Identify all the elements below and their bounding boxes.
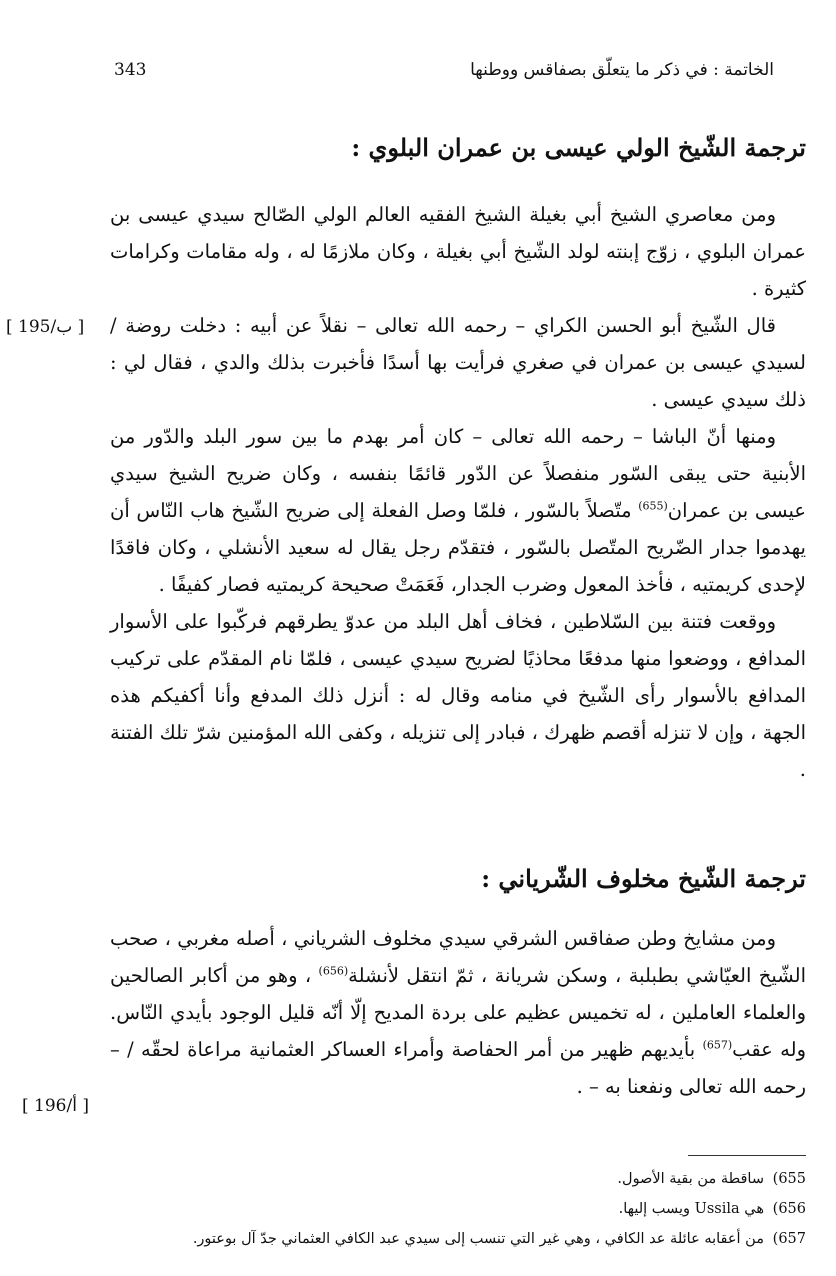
footnote-number: 657) xyxy=(772,1231,806,1247)
paragraph-text: متّصلاً بالسّور ، فلمّا وصل الفعلة إلى ضريح الشّيخ هاب النّاس أن يهدموا جدار الضّريح المتّصل بالسّور ، فتقدّم رجل يقال له سعيد الأنشلي ، وكان فاقدًا لإحدى كريمتيه ، فأخذ المعول وضرب الجدار، فَعَمَتْ صحيحة كريمتيه فصار كفيفًا . xyxy=(110,499,806,596)
section1-body xyxy=(110,196,806,788)
footnote-ref-657: (657) xyxy=(702,1038,733,1052)
footnote-text: ساقطة من بقية الأصول. xyxy=(617,1171,764,1187)
footnote-text: من أعقابه عائلة عد الكافي ، وهي غير التي تنسب إلى سيدي عبد الكافي العثماني جدّ آل بوعتور. xyxy=(192,1231,764,1247)
paragraph-karay-narration: قال الشّيخ أبو الحسن الكراي – رحمه الله تعالى – نقلاً عن أبيه : دخلت روضة / لسيدي عيسى بن عمران في صغري فرأيت بها أسدًا فأخبرت بذلك والدي ، فقال لي : ذلك سيدي عيسى . xyxy=(110,314,806,411)
page-number: 343 xyxy=(114,60,147,80)
footnote-657 xyxy=(60,1224,806,1254)
footnote-number: 656) xyxy=(772,1201,806,1217)
paragraph-contemporaries: ومن معاصري الشيخ أبي بغيلة الشيخ الفقيه العالم الولي الصّالح سيدي عيسى بن عمران البلوي ، زوّج إبنته لولد الشّيخ أبي بغيلة ، وكان ملازمًا له ، وله مقامات وكرامات كثيرة . xyxy=(110,203,806,300)
footnote-number: 655) xyxy=(772,1171,806,1187)
footnote-ref-656: (656) xyxy=(318,964,349,978)
section-heading-isa-bin-imran: ترجمة الشّيخ الولي عيسى بن عمران البلوي : xyxy=(351,133,806,162)
paragraph-makhluf-bio xyxy=(110,920,806,1105)
paragraph-text: ، وهو من أكابر الصالحين والعلماء العاملين ، له تخميس عظيم على بردة المديح إلّا أنّه قليل الوجود بأيدي النّاس. وله عقب xyxy=(110,964,806,1061)
margin-folio-ref: [ 196/أ ] xyxy=(22,1096,89,1116)
footnote-ref-655: (655) xyxy=(638,499,668,513)
paragraph-sultans-fitna: ووقعت فتنة بين السّلاطين ، فخاف أهل البلد من عدوّ يطرقهم فركّبوا على الأسوار المدافع ، ووضعوا منها مدفعًا محاذيًا لضريح سيدي عيسى ، فلمّا نام المقدّم على تركيب المدافع بالأسوار رأى الشّيخ في منامه وقال له : أنزل ذلك المدفع وأنا أكفيكم هذه الجهة ، وإن لا تنزله أقصم ظهرك ، فبادر إلى تنزيله ، وكفى الله المؤمنين شرّ تلك الفتنة . xyxy=(110,610,806,781)
paragraph-text: بأيديهم ظهير من أمر الحفاصة وأمراء العساكر العثمانية مراعاة لحقّه / – رحمه الله تعالى ونفعنا به – . xyxy=(110,1038,806,1098)
paragraph-text: ومن مشايخ وطن صفاقس الشرقي سيدي مخلوف الشرياني ، أصله مغربي ، صحب الشّيخ العيّاشي بطبلبة ، وسكن شريانة ، ثمّ انتقل لأنشلة xyxy=(110,927,806,987)
footnote-656 xyxy=(60,1194,806,1224)
running-title: الخاتمة : في ذكر ما يتعلّق بصفاقس ووطنها xyxy=(470,60,774,80)
margin-folio-ref: [ 195/ب ] xyxy=(6,317,85,337)
footnote-text: هي Ussila ويسب إليها. xyxy=(618,1201,764,1217)
footnote-655 xyxy=(60,1164,806,1194)
section-heading-makhluf: ترجمة الشّيخ مخلوف الشّرياني : xyxy=(481,864,806,893)
section2-body xyxy=(110,920,806,1105)
paragraph-basha-demolition xyxy=(110,418,806,603)
footnotes xyxy=(60,1164,806,1254)
footnote-divider xyxy=(688,1155,806,1156)
paragraph-text: ومنها أنّ الباشا – رحمه الله تعالى – كان أمر بهدم ما بين سور البلد والدّور من الأبنية حتى يبقى السّور منفصلاً عن الدّور قائمًا بنفسه ، وكان ضريح الشيخ سيدي عيسى بن عمران xyxy=(110,425,806,522)
